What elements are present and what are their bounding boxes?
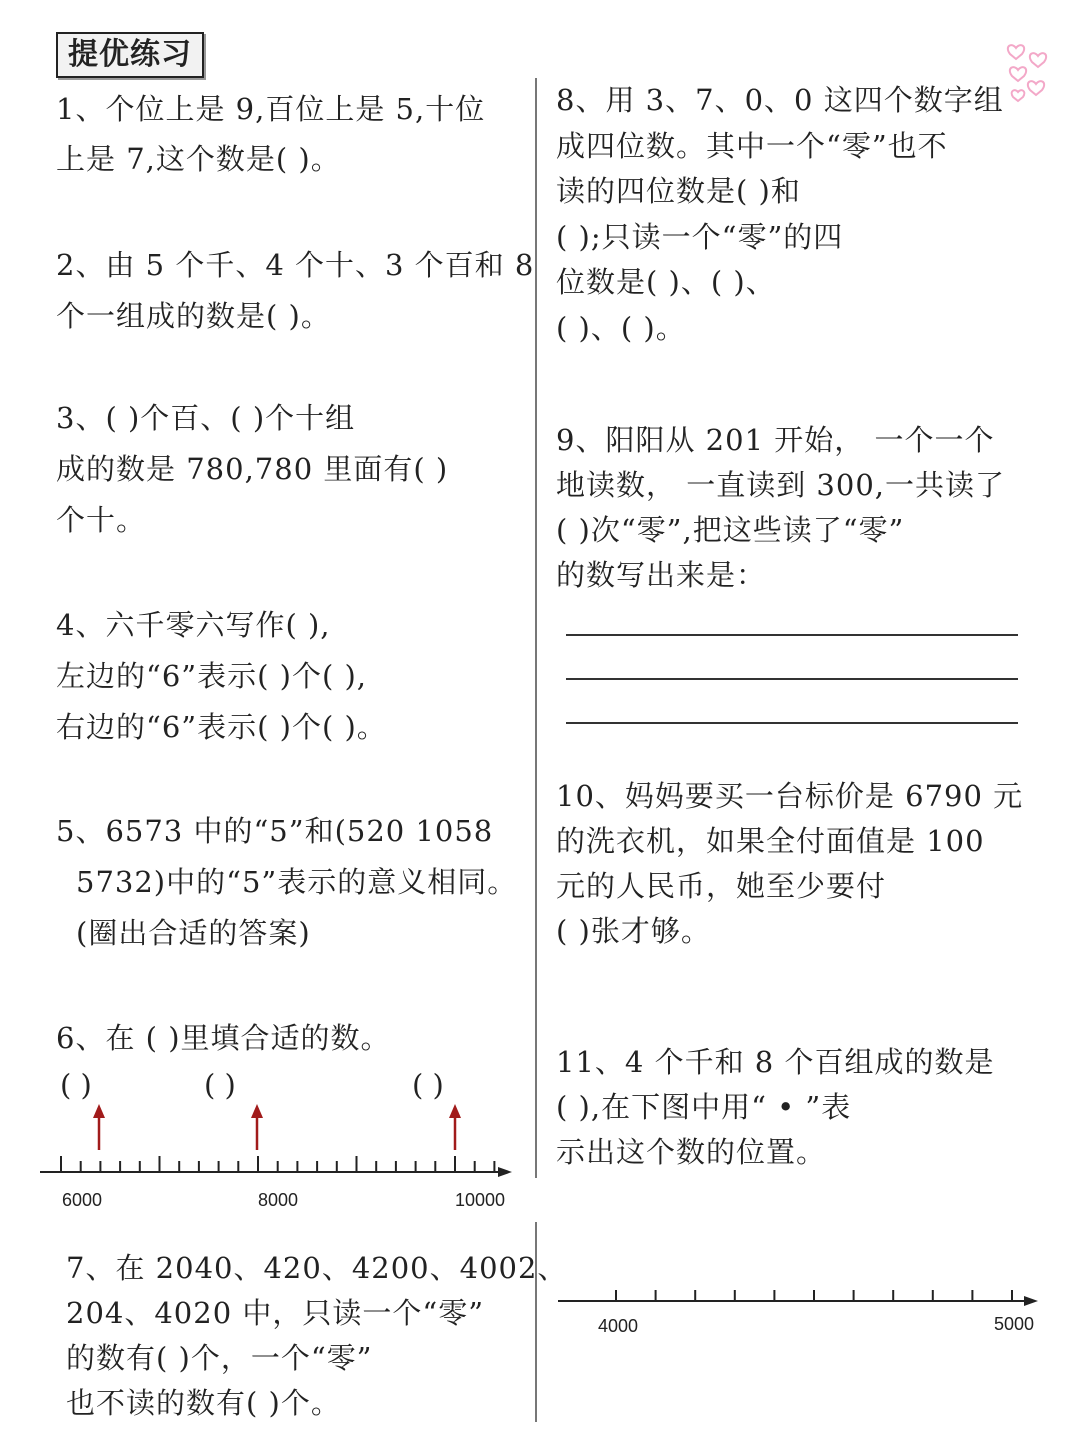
- axis-label: 10000: [455, 1190, 506, 1210]
- question-line: 示出这个数的位置。: [556, 1135, 827, 1169]
- question-line: ( ),在下图中用“ • ”表: [556, 1090, 852, 1124]
- question-line: 个十。: [56, 503, 147, 537]
- question-5: [56, 806, 517, 959]
- question-line: 9、阳阳从 201 开始， 一个一个: [556, 423, 995, 457]
- axis-label: 5000: [994, 1314, 1035, 1334]
- answer-paren: ( ): [60, 1068, 92, 1102]
- question-line: 10、妈妈要买一台标价是 6790 元: [556, 779, 1024, 813]
- question-line: (圈出合适的答案): [76, 916, 311, 950]
- red-arrowhead: [93, 1104, 105, 1118]
- answer-line: [566, 678, 1018, 680]
- question-8: [556, 78, 1004, 351]
- question-line: ( )次“零”,把这些读了“零”: [556, 513, 905, 547]
- question-line: 地读数， 一直读到 300,一共读了: [556, 468, 1006, 502]
- question-line: 成四位数。其中一个“零”也不: [556, 128, 948, 163]
- question-1: [56, 84, 485, 184]
- red-arrowhead: [449, 1104, 461, 1118]
- answer-line: [566, 634, 1018, 636]
- question-line: 的洗衣机，如果全付面值是 100: [556, 824, 985, 858]
- question-line: 2、由 5 个千、4 个十、3 个百和 8: [56, 248, 535, 282]
- question-6: [56, 1015, 391, 1061]
- question-11: [556, 1040, 994, 1175]
- question-9: [556, 418, 1005, 598]
- question-line: 11、4 个千和 8 个百组成的数是: [556, 1045, 995, 1079]
- hearts-decoration: [1004, 40, 1054, 106]
- question-line: 的数有( )个，一个“零”: [66, 1341, 373, 1375]
- question-3: [56, 393, 448, 546]
- answer-paren: ( ): [204, 1068, 236, 1102]
- question-line: 左边的“6”表示( )个( ),: [56, 659, 368, 693]
- question-line: 的数写出来是：: [556, 558, 767, 592]
- question-line: 元的人民币，她至少要付: [556, 869, 887, 903]
- question-line: 个一组成的数是( )。: [56, 299, 331, 333]
- answer-line: [566, 722, 1018, 724]
- question-line: 5、6573 中的“5”和(520 1058: [56, 814, 494, 848]
- question-line: ( )、( )。: [556, 310, 686, 345]
- worksheet-title: 提优练习: [56, 32, 204, 78]
- axis-arrowhead: [498, 1167, 512, 1177]
- question-10: [556, 774, 1023, 954]
- question-line: 6、在 ( )里填合适的数。: [56, 1021, 391, 1055]
- question-line: 204、4020 中，只读一个“零”: [66, 1296, 485, 1330]
- column-divider-top: [535, 78, 537, 1178]
- axis-label: 8000: [258, 1190, 299, 1210]
- question-line: ( )张才够。: [556, 914, 711, 948]
- axis-label: 6000: [62, 1190, 103, 1210]
- question-line: 上是 7,这个数是( )。: [56, 142, 341, 176]
- question-line: 也不读的数有( )个。: [66, 1386, 341, 1420]
- question-line: 读的四位数是( )和: [556, 174, 801, 208]
- question-line: 7、在 2040、420、4200、4002、: [66, 1251, 568, 1285]
- question-line: ( );只读一个“零”的四: [556, 219, 844, 254]
- question-line: 右边的“6”表示( )个( )。: [56, 710, 387, 744]
- question-line: 位数是( )、( )、: [556, 265, 776, 299]
- question-line: 3、( )个百、( )个十组: [56, 401, 356, 435]
- question-line: 4、六千零六写作( ),: [56, 608, 331, 642]
- answer-paren: ( ): [412, 1068, 444, 1102]
- axis-arrowhead: [1024, 1296, 1038, 1306]
- red-arrowhead: [251, 1104, 263, 1118]
- question-line: 5732)中的“5”表示的意义相同。: [76, 865, 518, 899]
- question-7: [66, 1246, 567, 1426]
- question-line: 8、用 3、7、0、0 这四个数字组: [556, 83, 1004, 117]
- question-4: [56, 600, 387, 753]
- question-line: 1、个位上是 9,百位上是 5,十位: [56, 92, 486, 126]
- axis-label: 4000: [598, 1316, 639, 1336]
- question-line: 成的数是 780,780 里面有( ): [56, 452, 449, 486]
- question-2: [56, 240, 534, 342]
